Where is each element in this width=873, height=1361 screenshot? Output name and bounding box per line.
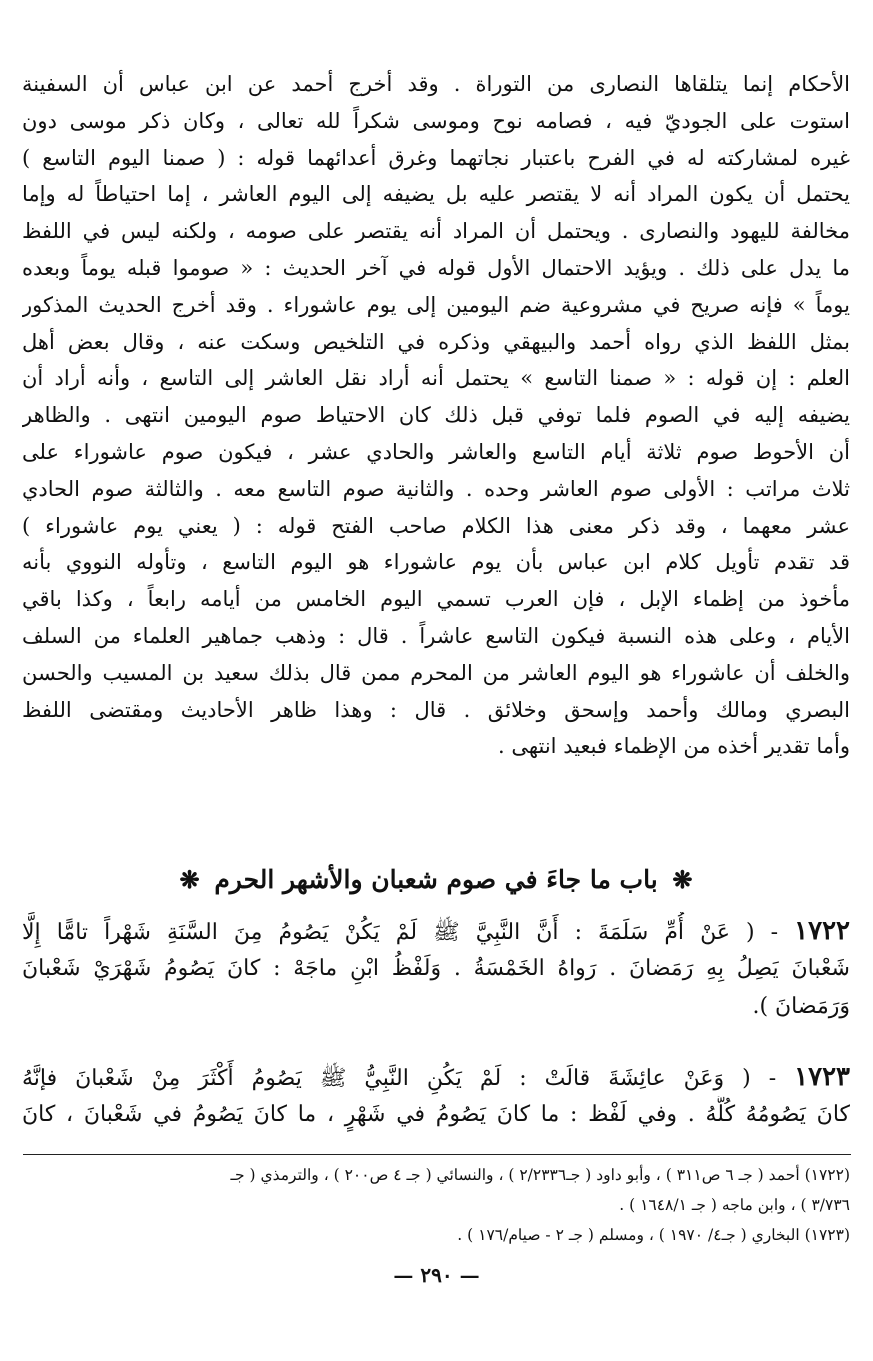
text-line: أن الأحوط صوم ثلاثة أيام التاسع والعاشر والحادي عشر ، فيكون صوم عاشوراء على xyxy=(22,439,850,464)
hadith-line xyxy=(22,1058,850,1096)
hadith-number: ١٧٢٢ xyxy=(794,916,850,946)
text-line: يوماً » فإنه صريح في مشروعية ضم اليومين إلى يوم عاشوراء . وقد أخرج الحديث المذكور xyxy=(22,292,850,317)
hadith-text: - ( وَعَنْ عائِشَةَ قالَتْ : لَمْ يَكُنِ النَّبِيُّ ﷺ يَصُومُ أَكْثَرَ مِنْ شَعْبانَ فإنَّهُ xyxy=(22,1066,795,1091)
text-line: وأما تقدير أخذه من الإظماء فبعيد انتهى . xyxy=(497,734,850,759)
hadith-line: وَرَمَضانَ ). xyxy=(752,994,850,1019)
text-line: البصري ومالك وأحمد وإسحق وخلائق . قال : وهذا ظاهر الأحاديث ومقتضى اللفظ xyxy=(22,697,850,722)
text-line: يحتمل أن يكون المراد أنه لا يقتصر عليه بل يضيفه إلى اليوم العاشر ، إما احتياطاً له وإما xyxy=(22,182,850,207)
text-line: عشر معهما ، وقد ذكر معنى هذا الكلام صاحب الفتح قوله : ( يعني يوم عاشوراء ) xyxy=(22,513,850,538)
text-line: استوت على الجوديّ فيه ، فصامه نوح وموسى شكراً لله تعالى ، وكان ذكر موسى دون xyxy=(22,108,850,133)
chapter-title: باب ما جاءَ في صوم شعبان والأشهر الحرم xyxy=(214,865,658,894)
footnote-line: ٣/٧٣٦ ) ، وابن ماجه ( جـ ١٦٤٨/١ ) . xyxy=(619,1196,850,1214)
chapter-heading xyxy=(22,858,850,902)
text-line: مخالفة لليهود والنصارى . ويحتمل أن المراد أنه يقتصر على صومه ، ولكنه ليس في اللفظ xyxy=(22,219,850,244)
text-line: والخلف أن عاشوراء هو اليوم العاشر من المحرم ممن قال بذلك سعيد بن المسيب والحسن xyxy=(22,660,850,685)
text-line: العلم : إن قوله : « صمنا التاسع » يحتمل أنه أراد نقل العاشر إلى التاسع ، وأنه أراد أن xyxy=(22,366,850,391)
text-line: ما يدل على ذلك . ويؤيد الاحتمال الأول قوله في آخر الحديث : « صوموا قبله يوماً وبعده xyxy=(22,255,850,280)
text-line: مأخوذ من إظماء الإبل ، فإن العرب تسمي اليوم الخامس من أيامه رابعاً ، وكذا باقي xyxy=(22,587,850,612)
text-line: ثلاث مراتب : الأولى صوم العاشر وحده . والثانية صوم التاسع معه . والثالثة صوم الحادي xyxy=(22,476,850,501)
hadith-1723 xyxy=(22,1058,850,1134)
hadith-text: - ( عَنْ أُمِّ سَلَمَةَ : أَنَّ النَّبِيَّ ﷺ لَمْ يَكُنْ يَصُومُ مِنَ السَّنَةِ شَهْراً تامًّا إِلَّا xyxy=(22,920,795,945)
text-line: بمثل اللفظ الذي رواه أحمد والبيهقي وذكره في التلخيص وسكت عنه ، وقال بعض أهل xyxy=(22,329,850,354)
footnote-line: (١٧٢٣) البخاري ( جـ٤/ ١٩٧٠ ) ، ومسلم ( جـ ٢ - صيام/١٧٦ ) . xyxy=(457,1226,850,1244)
text-line: يضيفه إليه في الصوم فلما توفي قبل ذلك كان الاحتياط صوم اليومين انتهى . والظاهر xyxy=(22,403,850,428)
text-line: الأحكام إنما يتلقاها النصارى من التوراة . وقد أخرج أحمد عن ابن عباس أن السفينة xyxy=(22,72,850,96)
text-line: قد تقدم تأويل كلام ابن عباس بأن يوم عاشوراء هو اليوم التاسع ، وتأوله النووي بأنه xyxy=(22,550,850,575)
footnote-divider xyxy=(23,1154,851,1155)
ornament-star-icon: ❋ xyxy=(672,865,693,894)
hadith-line xyxy=(22,912,850,950)
hadith-line: كانَ يَصُومُهُ كُلَّهُ . وفي لَفْظ : ما كانَ يَصُومُ في شَهْرٍ ، ما كانَ يَصُومُ في شَعْبانَ ، كانَ xyxy=(22,1102,850,1127)
hadith-1722 xyxy=(22,912,850,1026)
text-line: غيره لمشاركته له في الفرح باعتبار نجاتهما وغرق أعدائهما قوله : ( صمنا اليوم التاسع ) xyxy=(22,145,850,170)
footnote-line: (١٧٢٢) أحمد ( جـ ٦ ص٣١١ ) ، وأبو داود ( جـ٢/٢٣٣٦ ) ، والنسائي ( جـ ٤ ص٢٠٠ ) ، والترمذي ( جـ xyxy=(230,1166,850,1184)
commentary-text xyxy=(22,66,850,765)
footnotes xyxy=(22,1160,850,1250)
page-number: — ٢٩٠ — xyxy=(393,1263,480,1287)
ornament-star-icon: ❋ xyxy=(179,865,200,894)
hadith-line: شَعْبانَ يَصِلُ بِهِ رَمَضانَ . رَواهُ الخَمْسَةُ . وَلَفْظُ ابْنِ ماجَهْ : كانَ يَصُومُ شَهْرَيْ شَعْبانَ xyxy=(22,956,850,981)
text-line: الأيام ، وعلى هذه النسبة فيكون التاسع عاشراً . قال : وذهب جماهير العلماء من السلف xyxy=(22,623,850,648)
hadith-number: ١٧٢٣ xyxy=(794,1062,850,1092)
